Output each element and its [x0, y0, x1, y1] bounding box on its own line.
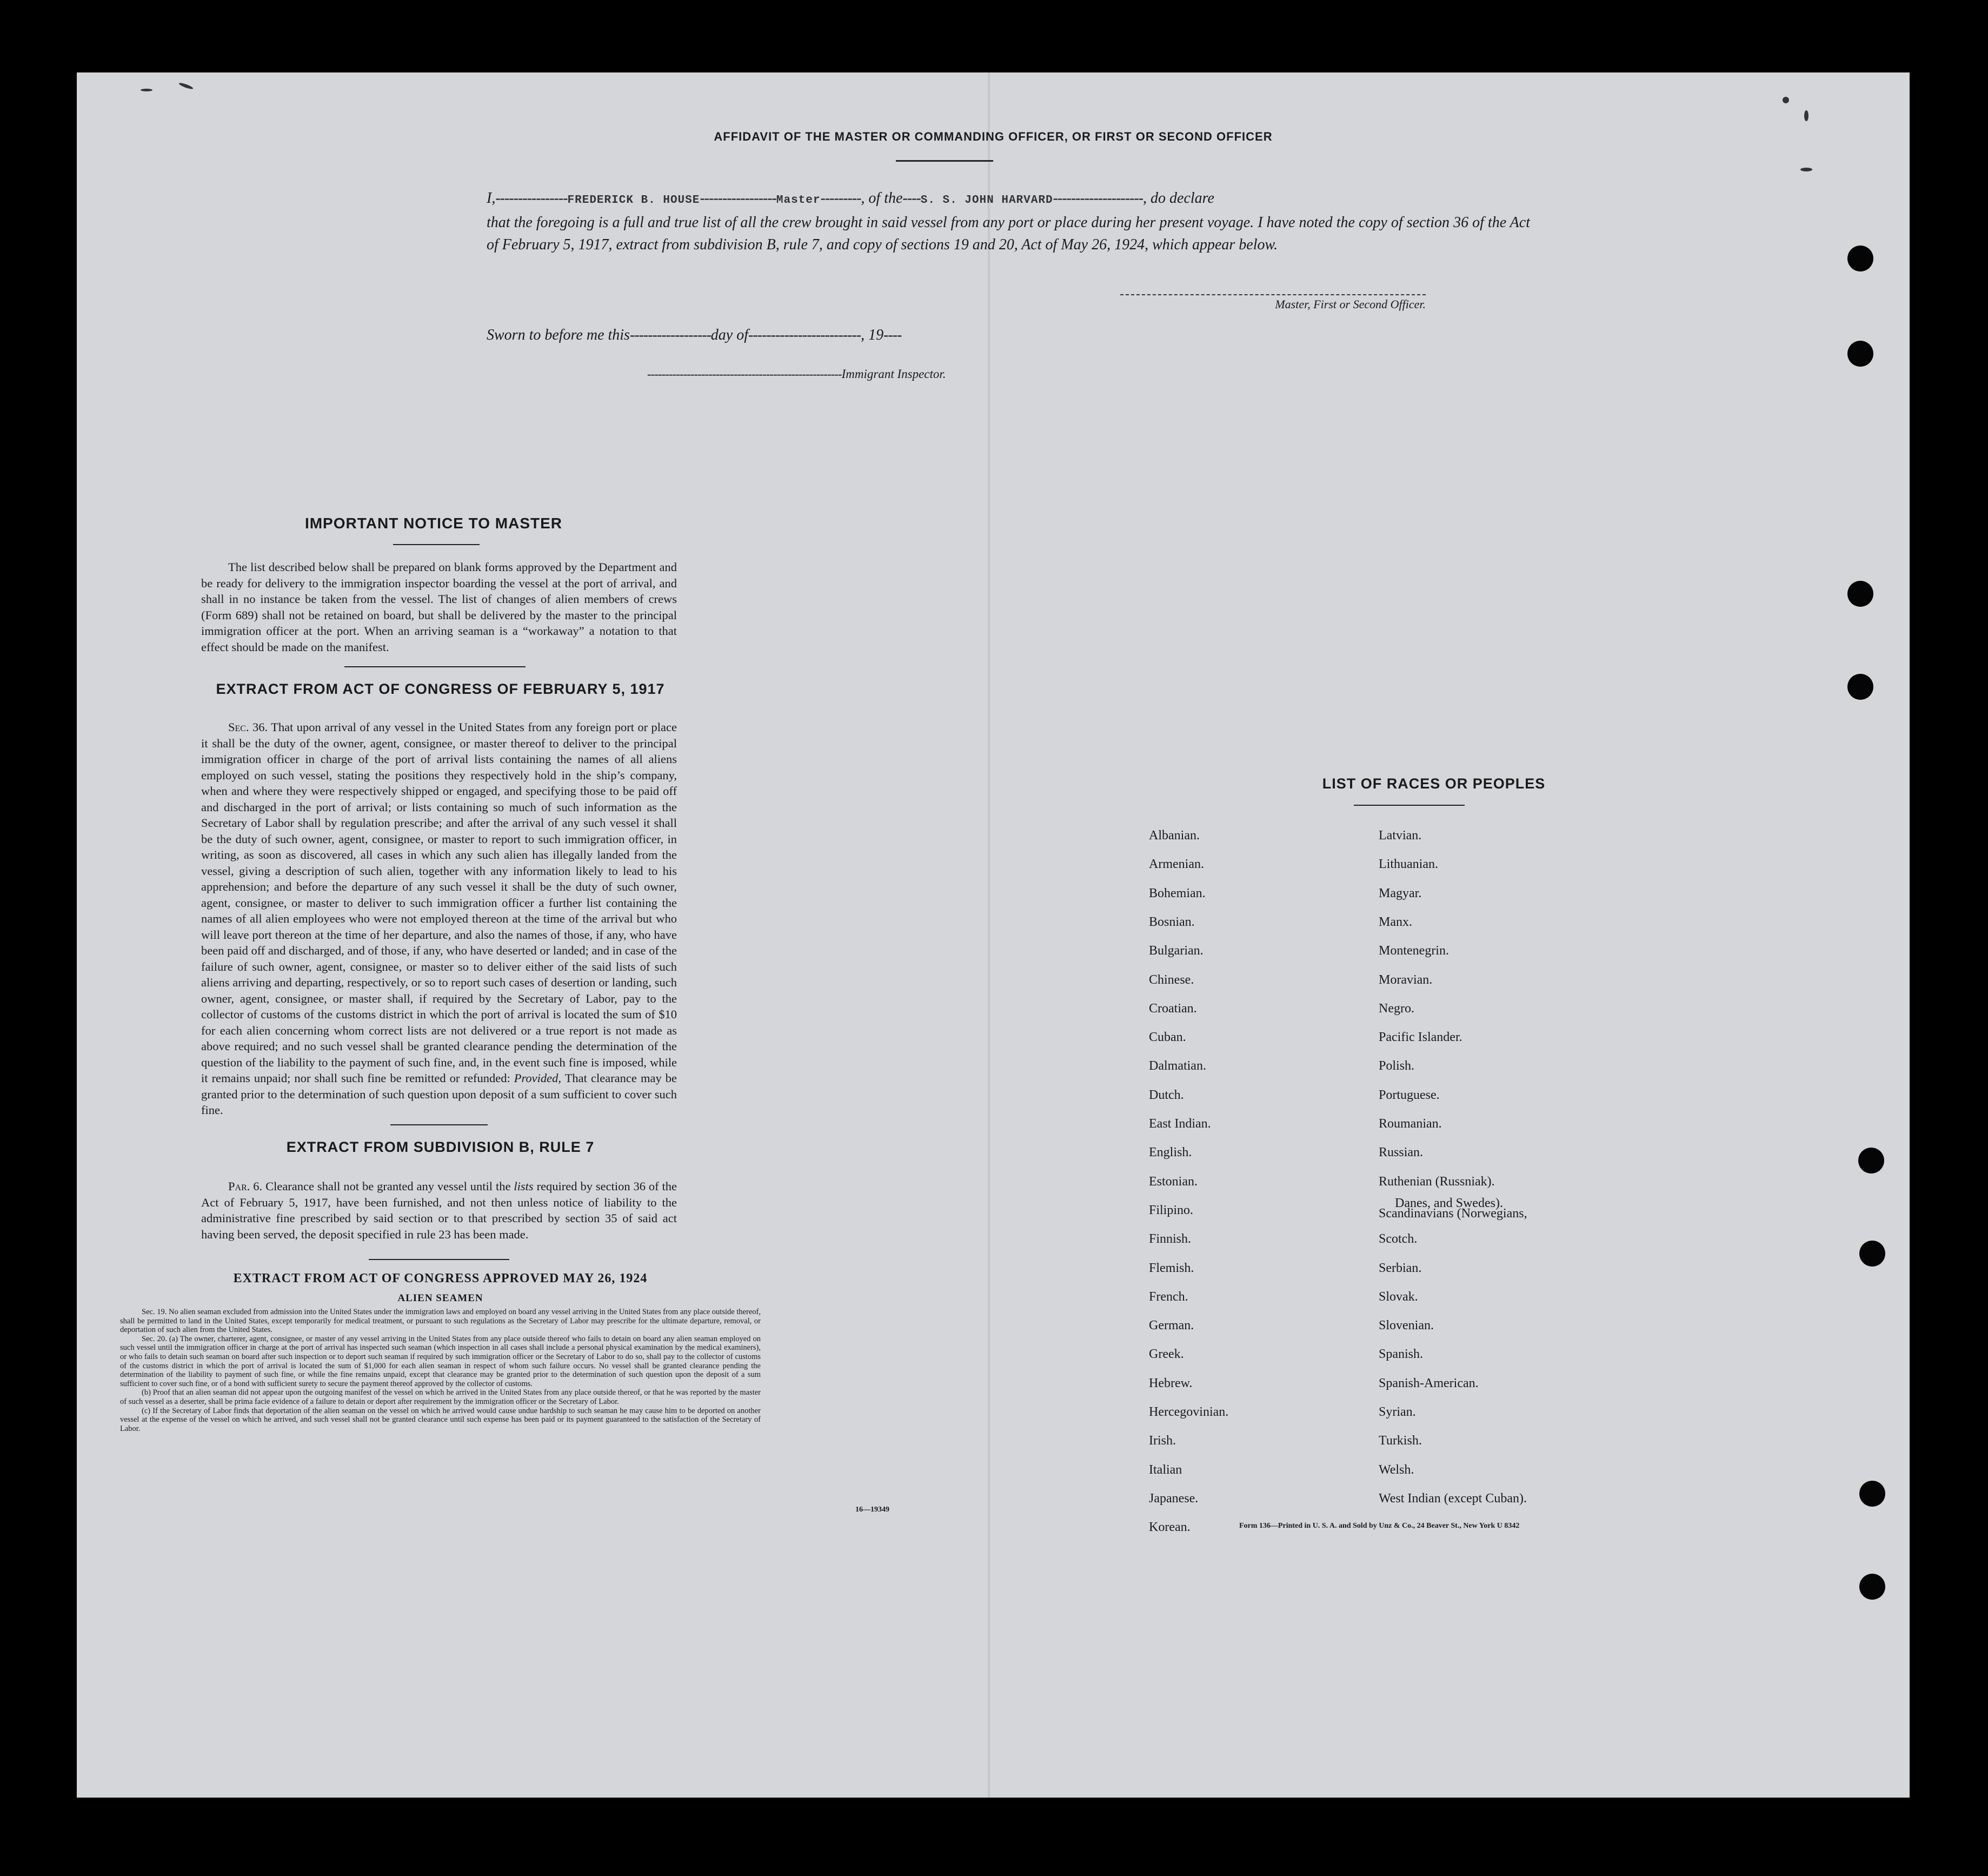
race-item: Welsh.: [1379, 1462, 1414, 1477]
race-item: Ruthenian (Russniak).: [1379, 1174, 1495, 1189]
race-item: Montenegrin.: [1379, 944, 1449, 958]
binder-hole: [1859, 1481, 1885, 1507]
day-of-label: day of: [710, 327, 749, 343]
race-item: Slovenian.: [1379, 1318, 1434, 1333]
race-item: Hercegovinian.: [1149, 1405, 1229, 1419]
race-item: Korean.: [1149, 1520, 1191, 1535]
divider: [390, 1124, 488, 1125]
year-field[interactable]: ----: [883, 327, 902, 343]
do-declare-label: , do declare: [1143, 190, 1214, 207]
race-item: Scotch.: [1379, 1232, 1418, 1247]
race-item: Spanish-American.: [1379, 1376, 1479, 1390]
divider: [393, 544, 480, 545]
binder-hole: [1847, 674, 1873, 700]
rule-7-title: EXTRACT FROM SUBDIVISION B, RULE 7: [286, 1139, 595, 1155]
scan-speck: [1804, 110, 1809, 121]
section-20b: (b) Proof that an alien seaman did not appear upon the outgoing manifest of the vessel on which he arrived in the United States from any place outside thereof, or that he was reported by the master of such vessel as a deserter, shall be prima facie evidence of a failure to detain or deport after requirement by the immigration officer or the Secretary of Labor.: [120, 1388, 761, 1406]
race-item: Danes, and Swedes).: [1395, 1196, 1503, 1210]
race-item: French.: [1149, 1289, 1188, 1304]
race-item: Turkish.: [1379, 1434, 1422, 1448]
binder-hole: [1847, 341, 1873, 367]
race-item: Cuban.: [1149, 1030, 1186, 1045]
race-item: Albanian.: [1149, 828, 1200, 843]
i-label: I,: [487, 190, 496, 207]
extract-1924-subtitle: ALIEN SEAMEN: [397, 1292, 483, 1304]
race-item: Polish.: [1379, 1059, 1415, 1073]
race-item: Bulgarian.: [1149, 944, 1204, 958]
printer-note: Form 136—Printed in U. S. A. and Sold by Unz & Co., 24 Beaver St., New York U 8342: [1239, 1522, 1520, 1530]
divider: [896, 160, 993, 162]
position-field[interactable]: Master: [776, 194, 821, 207]
notice-body: The list described below shall be prepared on blank forms approved by the Department and be ready for delivery to the immigration inspector boarding the vessel at the port of arrival, and shall in no instance be taken from the vessel. The list of changes of alien members of crews (Form 689) shall not be retained on board, but shall be delivered by the master to the principal immigration officer at the port. When an arriving seaman is a “workaway” a notation to that effect should be made on the manifest.: [201, 560, 677, 654]
race-item: Dutch.: [1149, 1088, 1184, 1102]
race-item: Russian.: [1379, 1145, 1424, 1160]
paragraph-6-label: Par. 6.: [228, 1179, 263, 1193]
section-20a: Sec. 20. (a) The owner, charterer, agent, consignee, or master of any vessel arriving in the United States from any place outside thereof who fails to detain on board any alien seaman employed on such vessel until the immigration officer in charge at the port of arrival has inspected such seaman (which inspection in all cases shall include a personal physical examination by the medical examiners), or who fails to detain such seaman on board after such inspection or to deport such seaman if required by such immigration officer or the Secretary of Labor to do so, shall pay to the collector of customs of the customs district in which the port of arrival is located the sum of $1,000 for each alien seaman in respect of whom such failure occurs. No vessel shall be granted clearance pending the determination of the liability to payment of such fine, or while the fine remains unpaid, except that clearance may be granted prior to the determination of such question upon the deposit of a sum sufficient to cover such fine, or of a bond with sufficient surety to secure the payment thereof approved by the collector of customs.: [120, 1334, 761, 1388]
race-item: Irish.: [1149, 1434, 1176, 1448]
race-item: Greek.: [1149, 1347, 1184, 1362]
section-19: Sec. 19. No alien seaman excluded from admission into the United States under the immigration laws and employed on board any vessel arriving in the United States from any place outside thereof, shall be permitted to land in the United States, except temporarily for medical treatment, or pursuant to such regulations as the Secretary of Labor may prescribe for the ultimate departure, removal, or deportation of such alien from the United States.: [120, 1308, 761, 1335]
race-item: Bohemian.: [1149, 886, 1206, 900]
race-item: Filipino.: [1149, 1203, 1194, 1217]
race-item: West Indian (except Cuban).: [1379, 1491, 1527, 1506]
day-field[interactable]: ------------------: [629, 327, 711, 343]
binder-hole: [1847, 246, 1873, 271]
form-number: 16—19349: [855, 1506, 889, 1514]
races-title: LIST OF RACES OR PEOPLES: [1322, 775, 1546, 792]
race-item: Slovak.: [1379, 1289, 1418, 1304]
race-item: Moravian.: [1379, 972, 1433, 987]
race-item: Portuguese.: [1379, 1088, 1440, 1102]
signature-line: [1120, 294, 1426, 295]
race-item: Latvian.: [1379, 828, 1422, 843]
section-20c: (c) If the Secretary of Labor finds that deportation of the alien seaman on the vessel on which he arrived would cause undue hardship to such seaman he may cause him to be deported on another vessel at the expense of the vessel on which he arrived, and such vessel shall not be granted clearance until such expense has been paid or its payment guaranteed to the satisfaction of the Secretary of Labor.: [120, 1406, 761, 1433]
divider: [369, 1259, 509, 1260]
affidavit-declaration: [487, 187, 1530, 256]
vessel-name-field[interactable]: S. S. JOHN HARVARD: [920, 194, 1053, 207]
scan-speck: [178, 82, 194, 90]
scan-speck: [141, 89, 152, 91]
document-page: [77, 72, 1910, 1798]
race-item: Chinese.: [1149, 972, 1194, 987]
of-the-label: , of the: [861, 190, 903, 207]
notice-title: IMPORTANT NOTICE TO MASTER: [304, 515, 563, 532]
master-name-field[interactable]: FREDERICK B. HOUSE: [567, 194, 700, 207]
race-item: Manx.: [1379, 914, 1412, 929]
race-item: Roumanian.: [1379, 1117, 1442, 1131]
center-fold: [988, 72, 990, 1798]
rule-7-body: Par. 6. Clearance shall not be granted any vessel until the lists required by section 36 of the Act of February 5, 1917, have been furnished, and not then unless notice of liability to the administrative fine prescribed by said section or to that prescribed by section 35 of said act having been served, the deposit specified in rule 23 has been made.: [201, 1179, 677, 1241]
binder-hole: [1847, 581, 1873, 607]
race-item: Magyar.: [1379, 886, 1422, 900]
scan-speck: [1800, 168, 1812, 171]
race-item: Finnish.: [1149, 1232, 1192, 1247]
year-prefix: 19: [868, 327, 884, 343]
race-item: Pacific Islander.: [1379, 1030, 1462, 1045]
inspector-line: [647, 367, 946, 381]
race-item: Armenian.: [1149, 857, 1204, 872]
section-36-label: Sec. 36.: [228, 720, 268, 734]
extract-1924-body: [120, 1308, 761, 1433]
race-item: Italian: [1149, 1462, 1182, 1477]
race-item: English.: [1149, 1145, 1192, 1160]
extract-1924-title: EXTRACT FROM ACT OF CONGRESS APPROVED MAY 26, 1924: [233, 1271, 648, 1285]
divider: [344, 666, 526, 667]
binder-hole: [1858, 1148, 1884, 1174]
race-item: Negro.: [1379, 1001, 1414, 1016]
binder-hole: [1859, 1574, 1885, 1600]
month-field[interactable]: -------------------------: [748, 327, 861, 343]
race-item: Japanese.: [1149, 1491, 1199, 1506]
scan-speck: [1783, 97, 1789, 103]
extract-1917-body: Sec. 36. That upon arrival of any vessel in the United States from any foreign port or place it shall be the duty of the owner, agent, consignee, or master thereof to deliver to the principal immigration officer in charge of the port of arrival lists containing the names of all aliens employed on such vessel, stating the positions they respectively hold in the ship’s company, when and where they were respectively shipped or engaged, and specifying those to be paid off and discharged in the port of arrival; or lists containing so much of such information as the Secretary of Labor shall by regulation prescribe; and after the arrival of any such vessel it shall be the duty of such owner, agent, consignee, or master to report to such immigration officer, in writing, as soon as discovered, all cases in which any such alien has illegally landed from the vessel, giving a description of such alien, together with any information likely to lead to his apprehension; and before the departure of any such vessel it shall be the duty of such owner, agent, consignee, or master to deliver to such immigration officer a further list containing the names of all alien employees who were not employed thereon at the time of the arrival but who will leave port thereon at the time of her departure, and also the names of those, if any, who have been paid off and discharged, and of those, if any, who have deserted or landed; and in case of the failure of such owner, agent, consignee, or master so to deliver either of the said lists of such aliens arriving and departing, respectively, or so to report such cases of desertion or landing, such owner, agent, consignee, or master shall, if required by the Secretary of Labor, pay to the collector of customs of the customs district in which the port of arrival is located the sum of $10 for each alien concerning whom correct lists are not delivered or a true report is not made as above required; and no such vessel shall be granted clearance pending the determination of the question of the liability to the payment of such fine, and, in the event such fine is imposed, while it remains unpaid; nor shall such fine be remitted or refunded: Provided, That clearance may be granted prior to the determination of such question upon deposit of a sum sufficient to cover such fine.: [201, 720, 677, 1117]
race-item: Lithuanian.: [1379, 857, 1438, 872]
inspector-signature-field[interactable]: ------------------------------------------------------: [647, 367, 842, 381]
race-item: Bosnian.: [1149, 914, 1195, 929]
sworn-text: Sworn to before me this: [487, 327, 630, 343]
race-item: Estonian.: [1149, 1174, 1198, 1189]
inspector-caption: Immigrant Inspector.: [841, 367, 946, 381]
race-item: Dalmatian.: [1149, 1059, 1206, 1073]
extract-1917-title: EXTRACT FROM ACT OF CONGRESS OF FEBRUARY 5, 1917: [216, 681, 665, 697]
affidavit-title: AFFIDAVIT OF THE MASTER OR COMMANDING OFFICER, OR FIRST OR SECOND OFFICER: [714, 130, 1273, 143]
race-item: Hebrew.: [1149, 1376, 1193, 1390]
race-item: Spanish.: [1379, 1347, 1424, 1362]
divider: [1354, 805, 1465, 806]
sworn-line: Sworn to before me this------------------day of-------------------------, 19----: [487, 327, 902, 343]
race-item: East Indian.: [1149, 1117, 1211, 1131]
race-item: Scandinavians (Norwegians,: [1379, 1206, 1527, 1221]
race-item: German.: [1149, 1318, 1194, 1333]
race-item: Syrian.: [1379, 1405, 1416, 1419]
race-item: Croatian.: [1149, 1001, 1197, 1016]
signature-caption: Master, First or Second Officer.: [1275, 297, 1426, 311]
race-item: Flemish.: [1149, 1261, 1194, 1275]
declaration-line: I,----------------FREDERICK B. HOUSE-----------------Master---------, of the----S. S. JOHN HARVARD--------------------, do declare: [487, 190, 1214, 207]
binder-hole: [1859, 1241, 1885, 1267]
declaration-body: that the foregoing is a full and true list of all the crew brought in said vessel from any port or place during her present voyage. I have noted the copy of section 36 of the Act of February 5, 1917, extract from subdivision B, rule 7, and copy of sections 19 and 20, Act of May 26, 1924, which appear below.: [487, 214, 1530, 253]
race-item: Serbian.: [1379, 1261, 1422, 1275]
